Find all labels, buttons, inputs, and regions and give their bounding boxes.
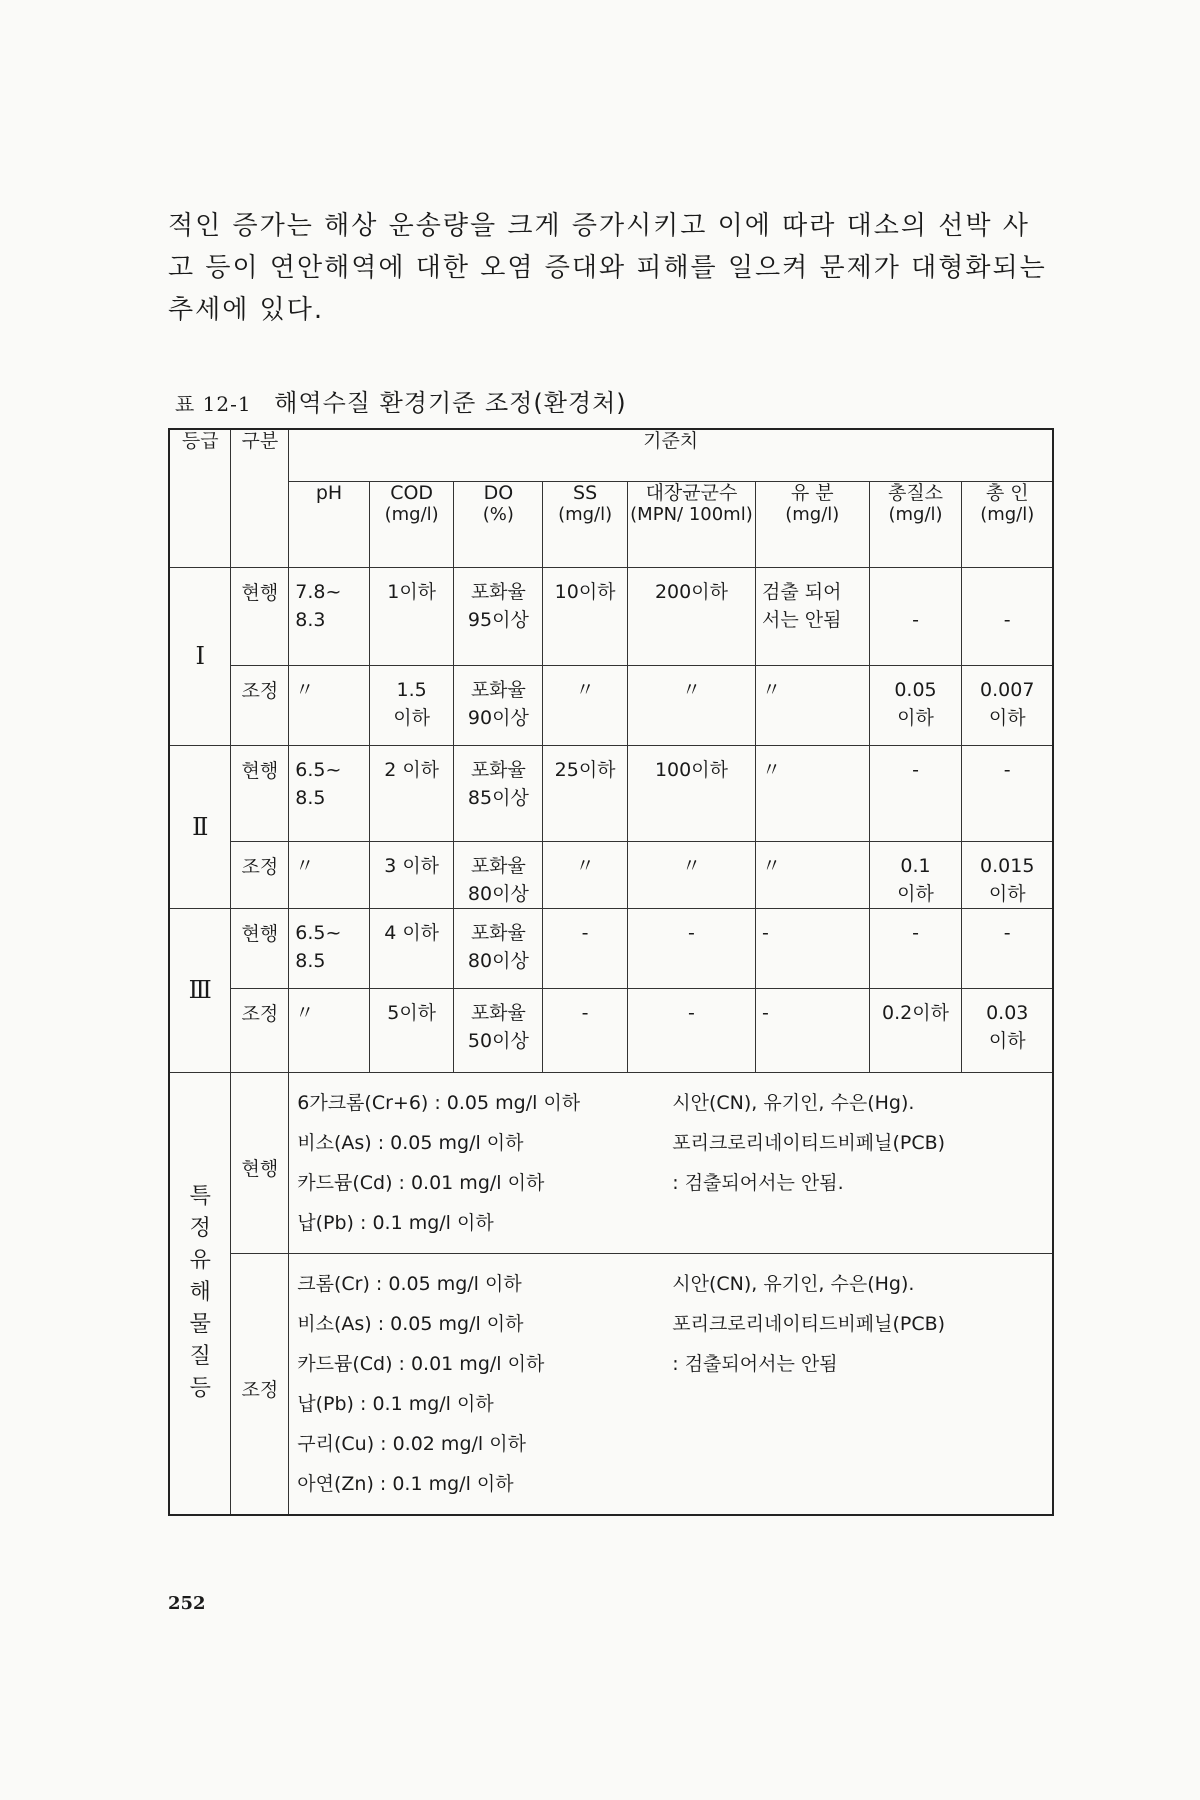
value-ss: 〃 — [575, 854, 595, 877]
value-oil: - — [761, 1001, 769, 1024]
substance-list-left — [297, 1264, 672, 1504]
division-label: 현행 — [231, 567, 289, 665]
value-tp: - — [1003, 758, 1011, 781]
value-ph: 7.8~ 8.3 — [295, 580, 342, 631]
value-coli: - — [688, 921, 695, 944]
value-ss: - — [581, 1001, 589, 1024]
substance-line: 비소(As) : 0.05 mg/l 이하 — [297, 1131, 524, 1154]
value-coli: 〃 — [681, 854, 701, 877]
table-row — [169, 567, 1053, 665]
grade-label: Ⅱ — [169, 745, 231, 908]
substance-line: 납(Pb) : 0.1 mg/l 이하 — [297, 1211, 494, 1234]
column-name: 총질소 — [887, 481, 944, 504]
value-cod: 5이하 — [387, 1001, 437, 1024]
grade-header: 등급 — [169, 429, 231, 567]
value-ss: 25이하 — [554, 758, 616, 781]
value-ss: - — [581, 921, 589, 944]
value-tp: 0.03 이하 — [986, 1001, 1029, 1052]
value-tn: 0.2이하 — [882, 1001, 949, 1024]
value-tn: - — [912, 608, 919, 631]
substance-line: 카드뮴(Cd) : 0.01 mg/l 이하 — [297, 1352, 545, 1375]
special-current-row — [169, 1072, 1053, 1253]
substance-line: 비소(As) : 0.05 mg/l 이하 — [297, 1312, 524, 1335]
table-row — [169, 841, 1053, 908]
value-tn: - — [912, 921, 919, 944]
column-header — [869, 481, 962, 567]
column-name: DO — [483, 481, 514, 504]
table-row — [169, 665, 1053, 745]
value-coli: 100이하 — [654, 758, 728, 781]
value-coli: 〃 — [681, 678, 701, 701]
column-unit: (mg/l) — [888, 503, 943, 525]
column-name: SS — [573, 481, 598, 504]
column-unit: (mg/l) — [384, 503, 439, 525]
substance-line: 시안(CN), 유기인, 수은(Hg). — [672, 1091, 915, 1114]
page-number: 252 — [168, 1593, 206, 1614]
grade-label: Ⅲ — [169, 908, 231, 1072]
special-adjusted-row — [169, 1253, 1053, 1515]
substance-list-left — [297, 1083, 672, 1243]
value-do: 포화율 90이상 — [467, 678, 529, 729]
column-unit: (%) — [482, 503, 514, 525]
value-cod: 3 이하 — [384, 854, 440, 877]
column-name: COD — [390, 481, 434, 504]
value-tn: 0.05 이하 — [894, 678, 937, 729]
substance-line: 포리크로리네이티드비페닐(PCB) — [672, 1131, 946, 1154]
division-label: 조정 — [231, 988, 289, 1072]
special-substances-label: 특 정 유 해 물 질 등 — [169, 1072, 231, 1515]
value-ph: 6.5~ 8.5 — [295, 758, 342, 809]
value-tn: - — [912, 758, 919, 781]
water-quality-table — [168, 428, 1054, 1516]
value-ss: 〃 — [575, 678, 595, 701]
value-tp: - — [1003, 921, 1011, 944]
table-caption — [175, 383, 627, 418]
value-cod: 1이하 — [387, 580, 437, 603]
substance-list-right — [672, 1264, 1046, 1504]
column-unit: (MPN/ 100ml) — [630, 503, 753, 525]
header-row — [169, 429, 1053, 481]
substance-list-right — [672, 1083, 1046, 1243]
value-ph: 〃 — [295, 678, 315, 701]
column-unit: (mg/l) — [558, 503, 613, 525]
division-label: 현행 — [231, 908, 289, 988]
value-do: 포화율 50이상 — [467, 1001, 529, 1052]
substance-line: 구리(Cu) : 0.02 mg/l 이하 — [297, 1432, 526, 1455]
division-label: 현행 — [231, 1072, 289, 1253]
substance-line: 시안(CN), 유기인, 수은(Hg). — [672, 1272, 915, 1295]
column-header — [369, 481, 454, 567]
value-oil: 〃 — [761, 854, 781, 877]
value-oil: 〃 — [761, 758, 781, 781]
column-name: 유 분 — [790, 481, 834, 504]
intro-paragraph — [168, 205, 1048, 331]
column-header — [454, 481, 543, 567]
column-name: pH — [315, 481, 343, 504]
criteria-header: 기준치 — [289, 429, 1053, 481]
division-label: 조정 — [231, 1253, 289, 1515]
substance-line: 포리크로리네이티드비페닐(PCB) — [672, 1312, 946, 1335]
value-tp: 0.007 이하 — [980, 678, 1035, 729]
substance-line: 6가크롬(Cr+6) : 0.05 mg/l 이하 — [297, 1091, 581, 1114]
intro-line: 적인 증가는 해상 운송량을 크게 증가시키고 이에 따라 대소의 선박 사 — [168, 211, 1030, 241]
value-tp: 0.015 이하 — [980, 854, 1035, 905]
column-name: 총 인 — [985, 481, 1029, 504]
value-oil: - — [761, 921, 769, 944]
column-header — [289, 481, 370, 567]
table-number: 표 12-1 — [175, 392, 252, 416]
value-ph: 6.5~ 8.5 — [295, 921, 342, 972]
substance-line: 카드뮴(Cd) : 0.01 mg/l 이하 — [297, 1171, 545, 1194]
value-tn: 0.1 이하 — [897, 854, 934, 905]
substance-line: 납(Pb) : 0.1 mg/l 이하 — [297, 1392, 494, 1415]
substance-line: : 검출되어서는 안됨 — [672, 1352, 838, 1375]
column-header — [543, 481, 628, 567]
value-oil: 검출 되어 서는 안됨 — [761, 580, 842, 631]
column-unit: (mg/l) — [980, 503, 1035, 525]
table-row — [169, 745, 1053, 841]
value-coli: 200이하 — [654, 580, 728, 603]
value-ss: 10이하 — [554, 580, 616, 603]
value-tp: - — [1003, 608, 1011, 631]
substance-line: 크롬(Cr) : 0.05 mg/l 이하 — [297, 1272, 522, 1295]
column-header — [755, 481, 869, 567]
value-cod: 4 이하 — [384, 921, 440, 944]
table-row — [169, 988, 1053, 1072]
value-cod: 1.5 이하 — [393, 678, 430, 729]
column-unit: (mg/l) — [785, 503, 840, 525]
division-header: 구분 — [231, 429, 289, 567]
value-do: 포화율 95이상 — [467, 580, 529, 631]
value-coli: - — [688, 1001, 695, 1024]
value-ph: 〃 — [295, 854, 315, 877]
substance-line: : 검출되어서는 안됨. — [672, 1171, 844, 1194]
column-header — [627, 481, 755, 567]
column-name: 대장균군수 — [645, 481, 738, 504]
intro-line: 고 등이 연안해역에 대한 오염 증대와 피해를 일으켜 문제가 대형화되는 — [168, 253, 1047, 283]
intro-line: 추세에 있다. — [168, 295, 325, 325]
table-title: 해역수질 환경기준 조정(환경처) — [274, 389, 627, 417]
column-header-row — [169, 481, 1053, 567]
substance-line: 아연(Zn) : 0.1 mg/l 이하 — [297, 1472, 514, 1495]
grade-label: I — [169, 567, 231, 745]
value-oil: 〃 — [761, 678, 781, 701]
table-row — [169, 908, 1053, 988]
value-do: 포화율 80이상 — [467, 921, 529, 972]
value-cod: 2 이하 — [384, 758, 440, 781]
value-do: 포화율 85이상 — [467, 758, 529, 809]
column-header — [962, 481, 1053, 567]
division-label: 조정 — [231, 665, 289, 745]
value-ph: 〃 — [295, 1001, 315, 1024]
value-do: 포화율 80이상 — [467, 854, 529, 905]
division-label: 조정 — [231, 841, 289, 908]
division-label: 현행 — [231, 745, 289, 841]
